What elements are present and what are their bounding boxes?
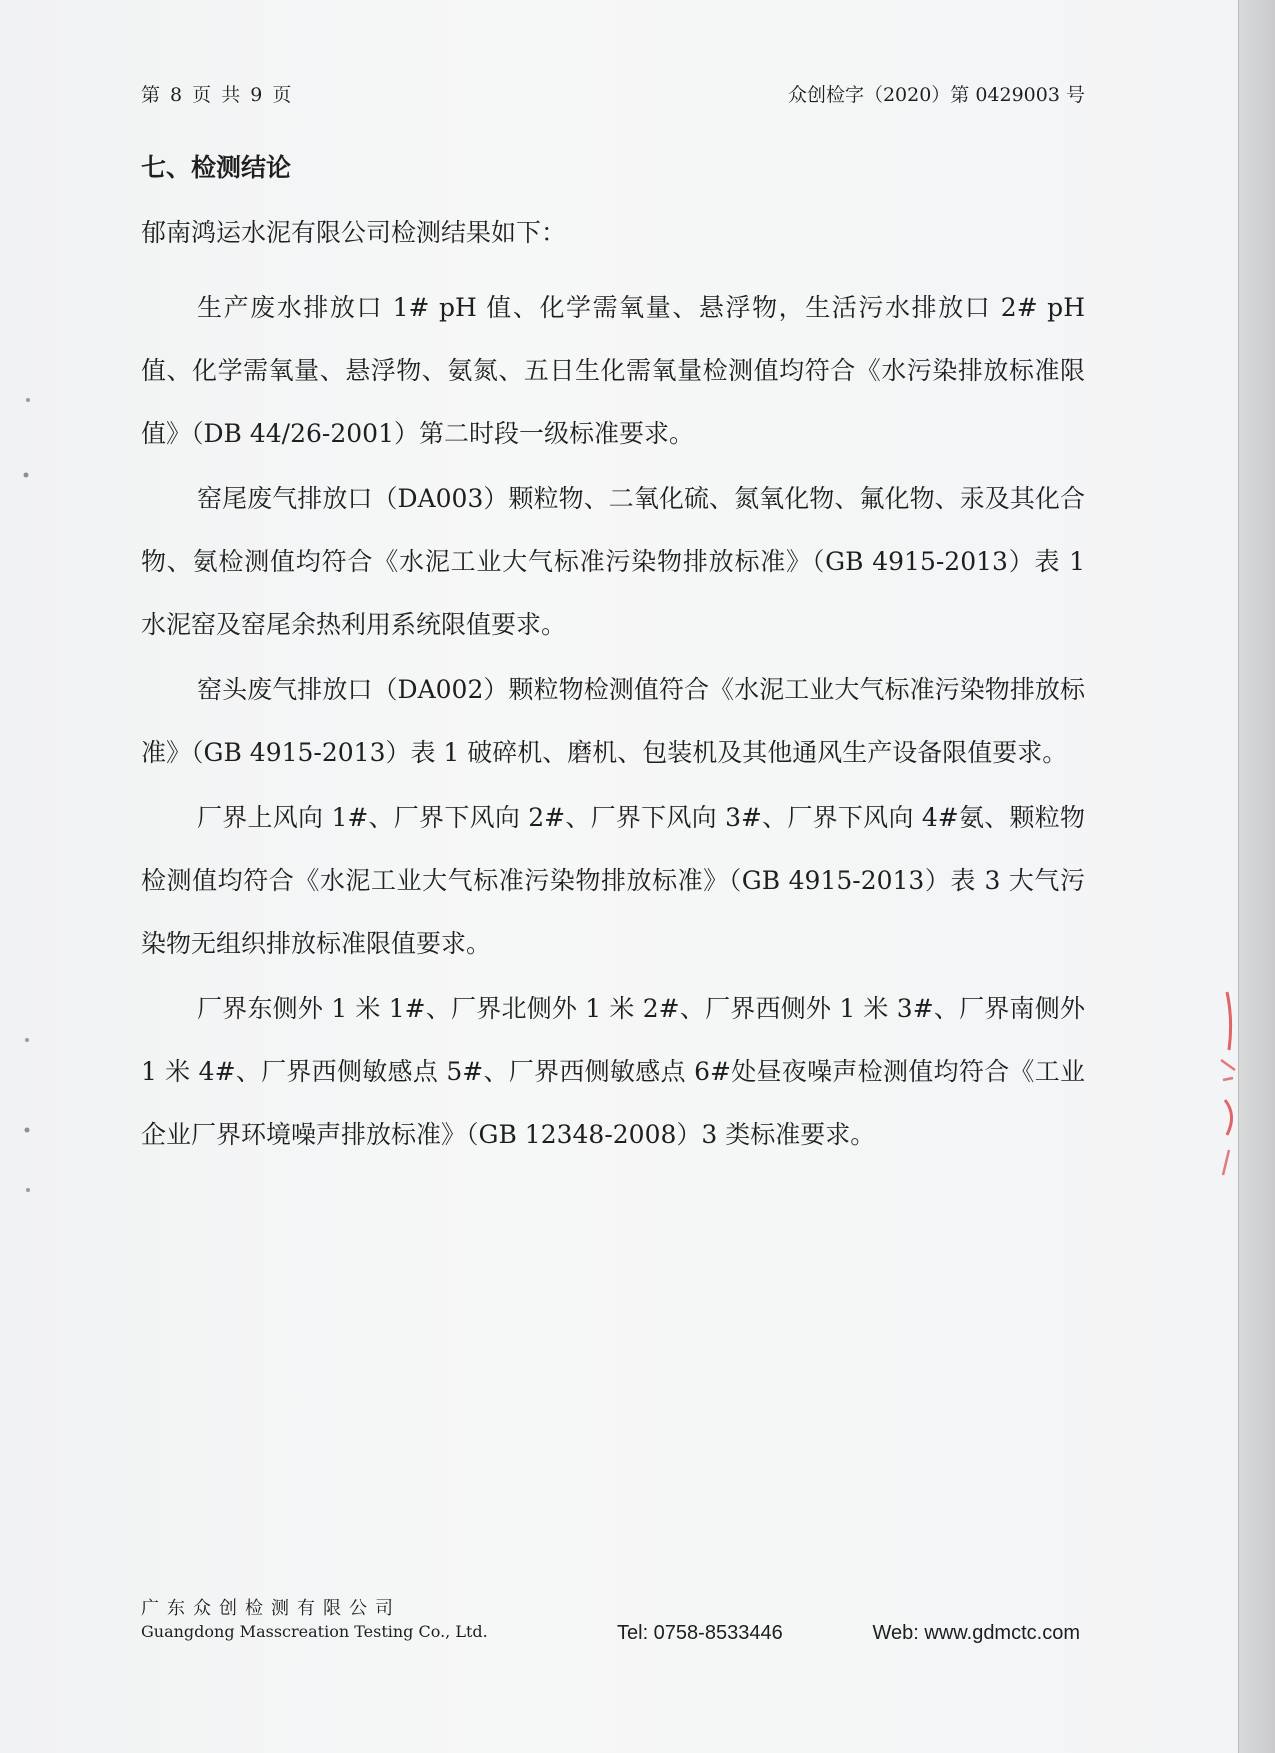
conclusion-paragraph-kiln-head: 窑头废气排放口（DA002）颗粒物检测值符合《水泥工业大气标准污染物排放标准》（GB 4915-2013）表 1 破碎机、磨机、包装机及其他通风生产设备限值要求。: [141, 675, 1085, 767]
company-name-cn: 广东众创检测有限公司: [141, 1598, 401, 1619]
conclusion-paragraph-wastewater: 生产废水排放口 1# pH 值、化学需氧量、悬浮物，生活污水排放口 2# pH 值、化学需氧量、悬浮物、氨氮、五日生化需氧量检测值均符合《水污染排放标准限值》（DB 44/26-2001）第二时段一级标准要求。: [141, 293, 1085, 448]
seal-stamp-fragment: [1215, 990, 1239, 1180]
page-footer: [141, 1594, 1085, 1654]
website: Web: www.gdmctc.com: [872, 1622, 1080, 1644]
conclusion-paragraph-boundary-air: 厂界上风向 1#、厂界下风向 2#、厂界下风向 3#、厂界下风向 4#氨、颗粒物检测值均符合《水泥工业大气标准污染物排放标准》（GB 4915-2013）表 3 大气污染物无组织排放标准限值要求。: [141, 803, 1085, 958]
report-number: 众创检字（2020）第 0429003 号: [787, 84, 1085, 106]
conclusion-paragraph-noise: 厂界东侧外 1 米 1#、厂界北侧外 1 米 2#、厂界西侧外 1 米 3#、厂界南侧外 1 米 4#、厂界西侧敏感点 5#、厂界西侧敏感点 6#处昼夜噪声检测值均符合《工业企业厂界环境噪声排放标准》（GB 12348-2008）3 类标准要求。: [141, 994, 1085, 1149]
page-header: [141, 80, 1085, 110]
telephone: Tel: 0758-8533446: [617, 1622, 783, 1644]
conclusion-body: [141, 276, 1085, 1168]
section-title: 七、检测结论: [141, 153, 292, 182]
page-number: 第 8 页 共 9 页: [141, 84, 294, 106]
scanner-edge: [1238, 0, 1275, 1753]
binding-holes: [20, 390, 34, 1290]
intro-text: 郁南鸿运水泥有限公司检测结果如下：: [141, 218, 567, 247]
conclusion-paragraph-kiln-tail: 窑尾废气排放口（DA003）颗粒物、二氧化硫、氮氧化物、氟化物、汞及其化合物、氨检测值均符合《水泥工业大气标准污染物排放标准》（GB 4915-2013）表 1 水泥窑及窑尾余热利用系统限值要求。: [141, 484, 1085, 639]
company-name-en: Guangdong Masscreation Testing Co., Ltd.: [141, 1622, 488, 1641]
